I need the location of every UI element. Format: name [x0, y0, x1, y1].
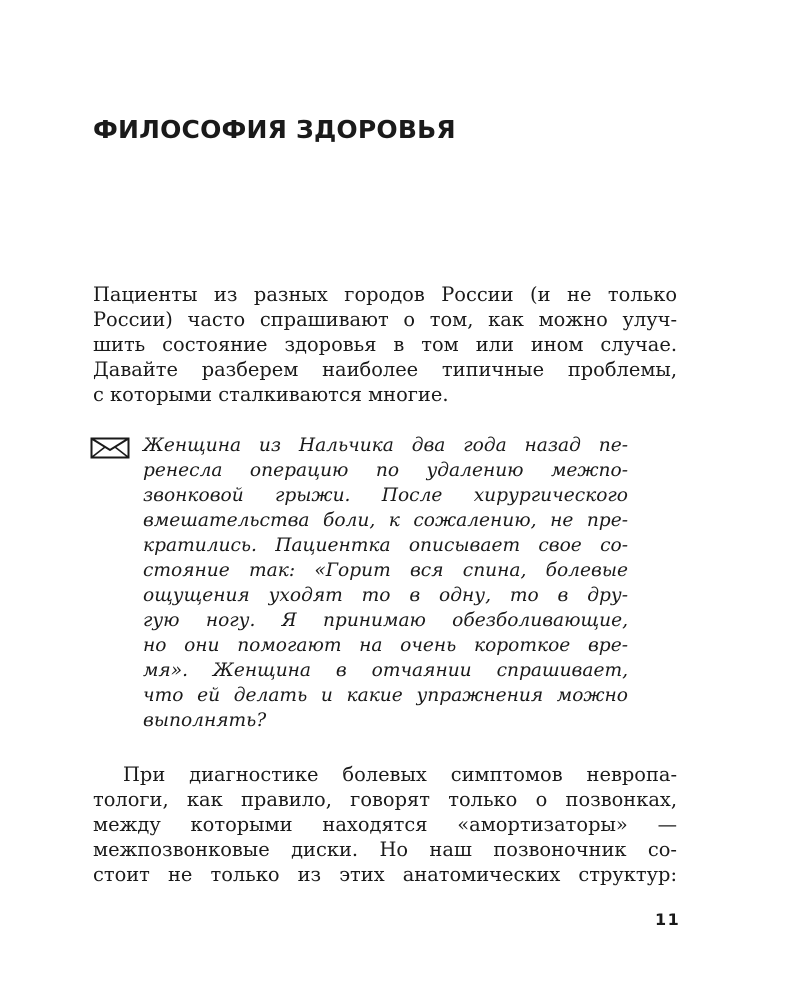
text-line: России) часто спрашивают о том, как можно улуч- [93, 308, 677, 331]
text-line: с которыми сталкиваются многие. [93, 383, 449, 406]
envelope-icon [90, 437, 130, 459]
text-line: шить состояние здоровья в том или ином случае. [93, 333, 677, 356]
letter-quote [143, 433, 628, 733]
text-line: Пациенты из разных городов России (и не только [93, 283, 677, 306]
quote-line: Женщина из Нальчика два года назад пе- [143, 435, 628, 456]
quote-line: что ей делать и какие упражнения можно [143, 685, 628, 706]
quote-line: кратились. Пациентка описывает свое со- [143, 535, 628, 556]
quote-line: но они помогают на очень короткое вре- [143, 635, 628, 656]
quote-line: стояние так: «Горит вся спина, болевые [143, 560, 628, 581]
text-line: между которыми находятся «амортизаторы» — [93, 813, 677, 836]
page-number: 11 [655, 910, 681, 929]
text-line: При диагностике болевых симптомов невропа- [123, 763, 677, 786]
text-line: стоит не только из этих анатомических структур: [93, 863, 677, 886]
quote-line: выполнять? [143, 710, 267, 731]
text-line: межпозвонковые диски. Но наш позвоночник со- [93, 838, 677, 861]
quote-line: мя». Женщина в отчаянии спрашивает, [143, 660, 628, 681]
body-paragraph [93, 762, 677, 887]
text-line: Давайте разберем наиболее типичные проблемы, [93, 358, 677, 381]
quote-line: вмешательства боли, к сожалению, не пре- [143, 510, 628, 531]
quote-line: ренесла операцию по удалению межпо- [143, 460, 628, 481]
intro-paragraph [93, 282, 677, 407]
quote-line: гую ногу. Я принимаю обезболивающие, [143, 610, 628, 631]
quote-line: ощущения уходят то в одну, то в дру- [143, 585, 628, 606]
page-title: ФИЛОСОФИЯ ЗДОРОВЬЯ [93, 115, 456, 144]
text-line: тологи, как правило, говорят только о позвонках, [93, 788, 677, 811]
quote-line: звонковой грыжи. После хирургического [143, 485, 628, 506]
